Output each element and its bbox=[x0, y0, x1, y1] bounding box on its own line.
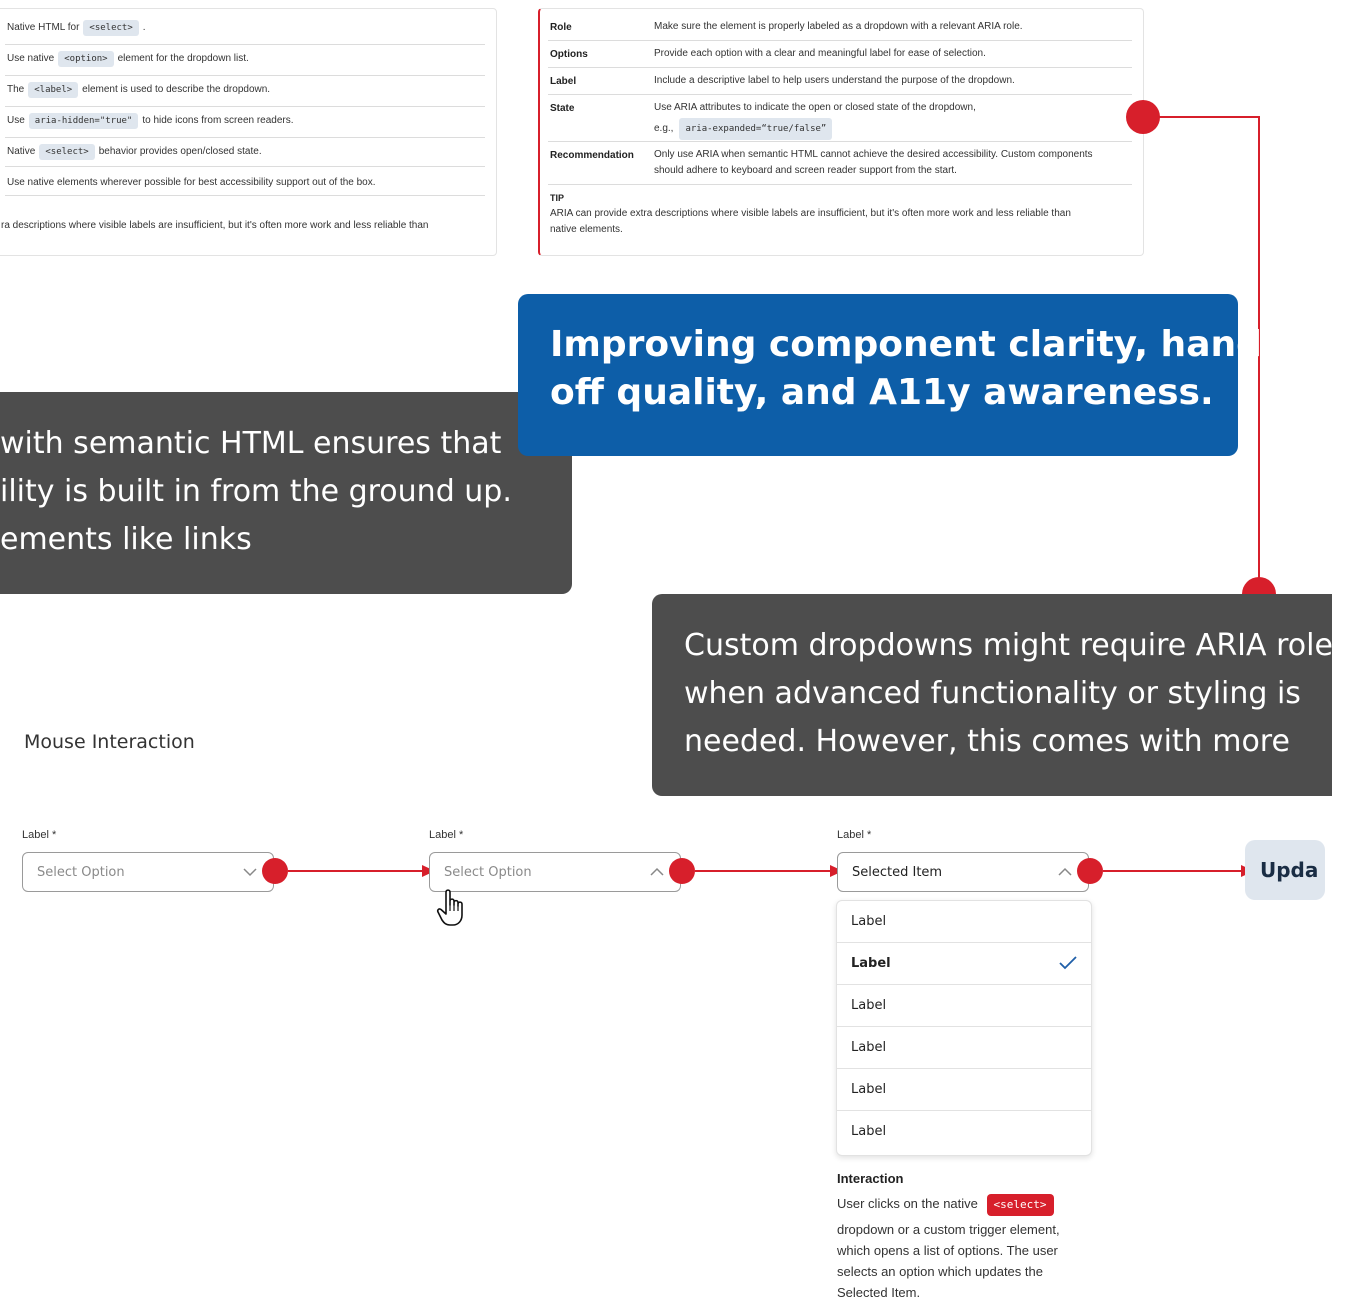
dropdown-closed[interactable] bbox=[22, 852, 274, 892]
field-label: Label * bbox=[429, 829, 464, 841]
section-title: Mouse Interaction bbox=[24, 731, 195, 753]
dropdown-option[interactable]: Label bbox=[837, 1069, 1091, 1111]
dropdown-placeholder: Select Option bbox=[444, 865, 532, 880]
dropdown-option-selected[interactable]: Label bbox=[837, 943, 1091, 985]
code-chip: aria-hidden="true" bbox=[29, 113, 139, 129]
interaction-line: selects an option which updates the bbox=[837, 1264, 1043, 1279]
aria-val-label: Include a descriptive label to help users understand the purpose of the dropdown. bbox=[654, 75, 1015, 86]
divider bbox=[548, 141, 1132, 142]
banner-line: ility is built in from the ground up. bbox=[0, 474, 512, 509]
divider bbox=[5, 195, 485, 196]
native-row-1: Native HTML for <select> . bbox=[7, 20, 146, 36]
banner-line: off quality, and A11y awareness. bbox=[550, 372, 1214, 413]
banner-line: needed. However, this comes with more bbox=[684, 724, 1290, 759]
code-chip: aria-expanded=“true/false” bbox=[679, 118, 832, 140]
aria-val-state-example: e.g., aria-expanded=“true/false” bbox=[654, 118, 836, 140]
aria-val-options: Provide each option with a clear and meaningful label for ease of selection. bbox=[654, 48, 986, 59]
select-code-chip: <select> bbox=[987, 1194, 1054, 1216]
chevron-up-icon bbox=[1058, 867, 1072, 877]
aria-card bbox=[538, 8, 1144, 256]
connector-line bbox=[1158, 116, 1260, 118]
dropdown-selected-value: Selected Item bbox=[852, 865, 943, 880]
chevron-up-icon bbox=[650, 867, 664, 877]
divider bbox=[548, 67, 1132, 68]
aria-key-options: Options bbox=[550, 49, 588, 60]
chevron-down-icon bbox=[243, 867, 257, 877]
banner-line: when advanced functionality or styling is bbox=[684, 676, 1301, 711]
aria-tip-title: TIP bbox=[550, 193, 565, 203]
code-chip: <select> bbox=[83, 20, 138, 36]
flow-dot bbox=[1077, 858, 1103, 884]
flow-arrow-line bbox=[288, 870, 428, 872]
divider bbox=[548, 184, 1132, 185]
native-tip-text: ra descriptions where visible labels are insufficient, but it's often more work and less reliable than bbox=[1, 220, 429, 231]
dropdown-option[interactable]: Label bbox=[837, 901, 1091, 943]
divider bbox=[5, 106, 485, 107]
native-row-2: Use native <option> element for the dropdown list. bbox=[7, 51, 249, 67]
banner-line: ements like links bbox=[0, 522, 252, 557]
aria-val-recommendation: Only use ARIA when semantic HTML cannot achieve the desired accessibility. Custom components bbox=[654, 149, 1093, 160]
update-chip bbox=[1245, 840, 1325, 900]
native-row-6: Use native elements wherever possible for best accessibility support out of the box. bbox=[7, 177, 376, 188]
interaction-line: Selected Item. bbox=[837, 1285, 921, 1300]
aria-tip-line1: ARIA can provide extra descriptions where visible labels are insufficient, but it's often more work and less reliable than bbox=[550, 208, 1071, 219]
dropdown-open[interactable] bbox=[837, 852, 1089, 892]
check-icon bbox=[1059, 956, 1077, 970]
aria-key-recommendation: Recommendation bbox=[550, 150, 634, 161]
aria-val-state: Use ARIA attributes to indicate the open or closed state of the dropdown, bbox=[654, 102, 976, 113]
interaction-line: dropdown or a custom trigger element, bbox=[837, 1222, 1060, 1237]
hand-cursor-icon bbox=[436, 888, 472, 928]
flow-arrow-line bbox=[1103, 870, 1243, 872]
aria-val-role: Make sure the element is properly labeled as a dropdown with a relevant ARIA role. bbox=[654, 21, 1023, 32]
interaction-line: which opens a list of options. The user bbox=[837, 1243, 1058, 1258]
interaction-title: Interaction bbox=[837, 1171, 904, 1186]
dropdown-option[interactable]: Label bbox=[851, 1124, 887, 1139]
banner-line: Improving component clarity, hand- bbox=[550, 324, 1277, 365]
native-row-3: The <label> element is used to describe the dropdown. bbox=[7, 82, 270, 98]
flow-arrow-line bbox=[695, 870, 835, 872]
native-row-4: Use aria-hidden="true" to hide icons from screen readers. bbox=[7, 113, 294, 129]
flow-dot bbox=[669, 858, 695, 884]
aria-key-role: Role bbox=[550, 22, 572, 33]
divider bbox=[5, 44, 485, 45]
aria-val-recommendation-2: should adhere to keyboard and screen reader support from the start. bbox=[654, 165, 957, 176]
dropdown-options-list bbox=[836, 900, 1092, 1156]
field-label: Label * bbox=[22, 829, 57, 841]
semantic-html-banner bbox=[0, 392, 572, 594]
dropdown-option[interactable]: Label bbox=[837, 1027, 1091, 1069]
aria-tip-line2: native elements. bbox=[550, 224, 623, 235]
update-chip-label: Upda bbox=[1260, 858, 1319, 882]
dropdown-placeholder: Select Option bbox=[37, 865, 125, 880]
aria-key-state: State bbox=[550, 103, 575, 114]
code-chip: <label> bbox=[28, 82, 78, 98]
divider bbox=[5, 137, 485, 138]
code-chip: <option> bbox=[58, 51, 113, 67]
field-label: Label * bbox=[837, 829, 872, 841]
custom-dropdown-banner bbox=[652, 594, 1349, 796]
divider bbox=[5, 166, 485, 167]
native-html-card bbox=[0, 8, 497, 256]
divider bbox=[548, 94, 1132, 95]
flow-dot bbox=[262, 858, 288, 884]
dropdown-hover[interactable] bbox=[429, 852, 681, 892]
clarity-banner bbox=[518, 294, 1277, 456]
divider bbox=[548, 40, 1132, 41]
banner-line: Custom dropdowns might require ARIA roles bbox=[684, 628, 1349, 663]
banner-line: with semantic HTML ensures that bbox=[0, 426, 502, 461]
divider bbox=[5, 75, 485, 76]
connector-dot-top bbox=[1126, 100, 1160, 134]
native-row-5: Native <select> behavior provides open/closed state. bbox=[7, 144, 262, 160]
interaction-line: User clicks on the native <select> bbox=[837, 1192, 1054, 1216]
code-chip: <select> bbox=[39, 144, 94, 160]
dropdown-option[interactable]: Label bbox=[837, 985, 1091, 1027]
aria-key-label: Label bbox=[550, 76, 577, 87]
